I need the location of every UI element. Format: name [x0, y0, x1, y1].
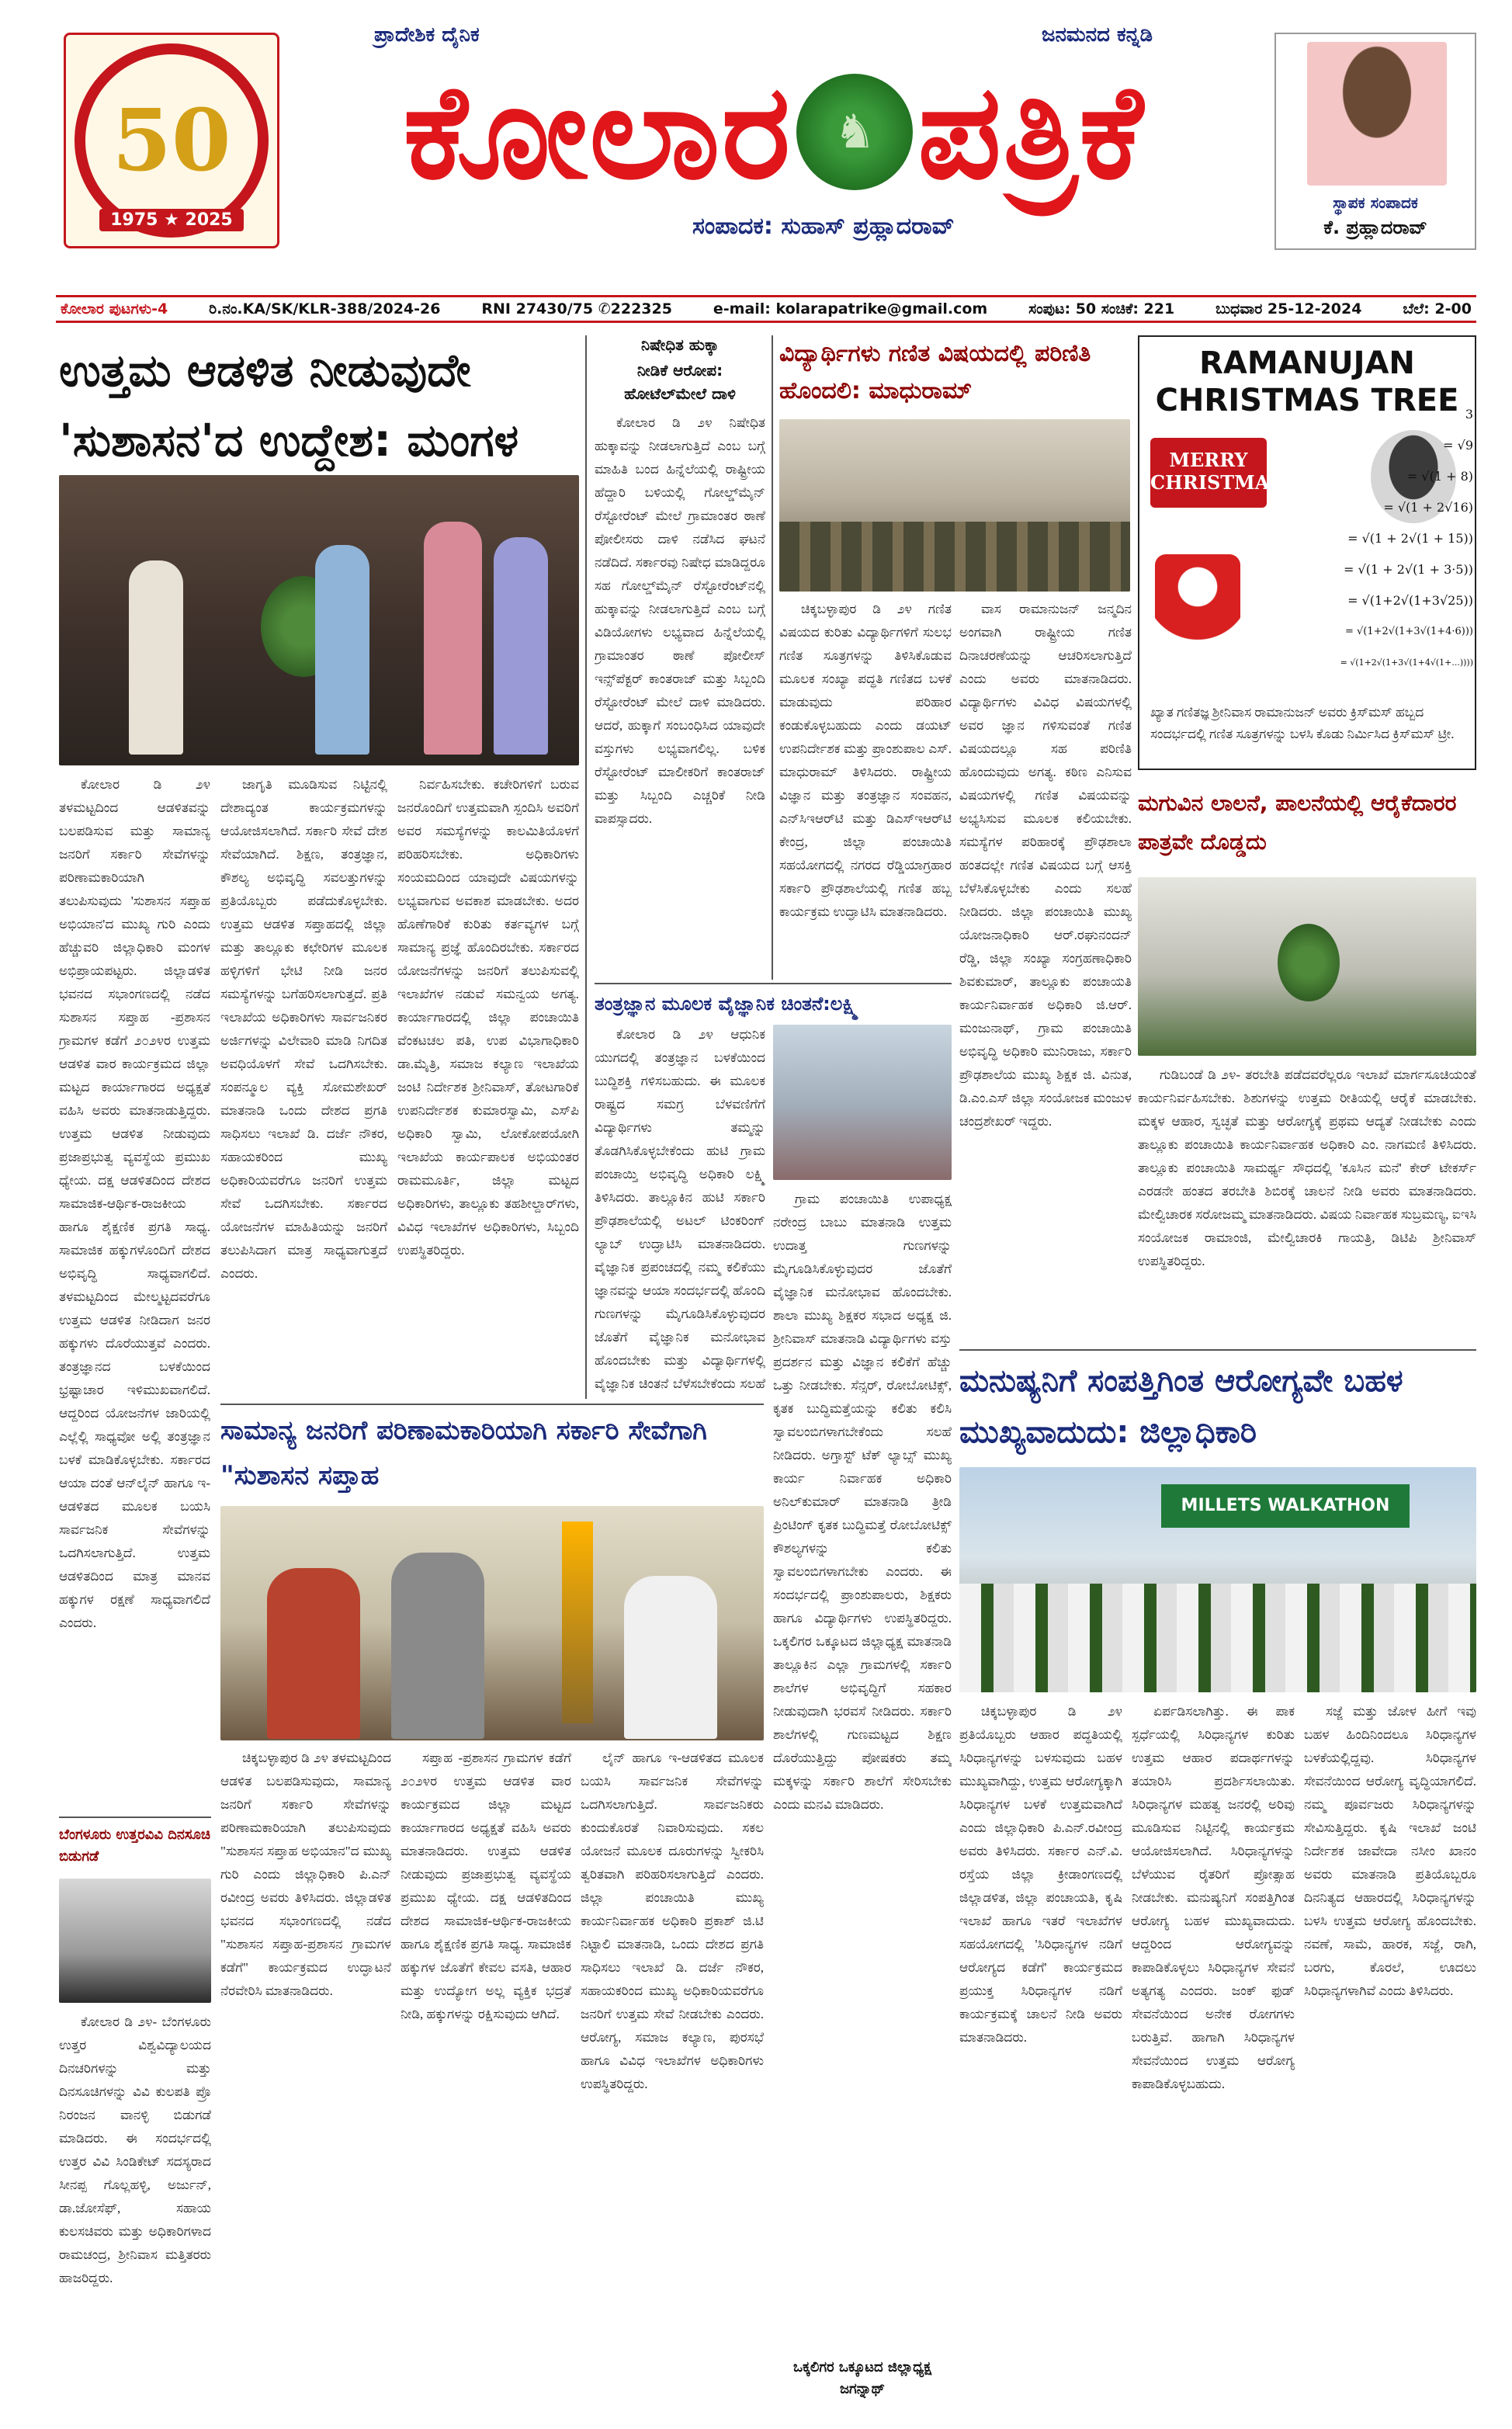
formula-line: = √(1+2√(1+3√(1+4√(1+...)))) [1340, 658, 1473, 668]
health-text-2: ಏರ್ಪಡಿಸಲಾಗಿತ್ತು. ಈ ಪಾಕ ಸ್ಪರ್ಧೆಯಲ್ಲಿ ಸಿರಿಧಾನ್ಯಗಳ ಕುರಿತು ಉತ್ತಮ ಆಹಾರ ಪದಾರ್ಥಗಳನ್ನು ತಯಾರಿಸಿ ಪ್ರದರ್ಶಿಸಲಾಯಿತು. ಸಿರಿಧಾನ್ಯಗಳ ಮಹತ್ವ ಜನರಲ್ಲಿ ಅರಿವು ಮೂಡಿಸುವ ನಿಟ್ಟಿನಲ್ಲಿ ಕಾರ್ಯಕ್ರಮ ಆಯೋಜಿಸಲಾಗಿದೆ. ಸಿರಿಧಾನ್ಯಗಳನ್ನು ಬೆಳೆಯುವ ರೈತರಿಗೆ ಪ್ರೋತ್ಸಾಹ ನೀಡಬೇಕು. ಮನುಷ್ಯನಿಗೆ ಸಂಪತ್ತಿಗಿಂತ ಆರೋಗ್ಯ ಬಹಳ ಮುಖ್ಯವಾದುದು. ಆದ್ದರಿಂದ ಆರೋಗ್ಯವನ್ನು ಕಾಪಾಡಿಕೊಳ್ಳಲು ಸಿರಿಧಾನ್ಯಗಳ ಸೇವನೆ ಅತ್ಯಗತ್ಯ ಎಂದರು. ಜಂಕ್ ಫುಡ್ ಸೇವನೆಯಿಂದ ಅನೇಕ ರೋಗಗಳು ಬರುತ್ತಿವೆ. ಹಾಗಾಗಿ ಸಿರಿಧಾನ್ಯಗಳ ಸೇವನೆಯಿಂದ ಉತ್ತಮ ಆರೋಗ್ಯ ಕಾಪಾಡಿಕೊಳ್ಳಬಹುದು. [1132, 1704, 1295, 2091]
ramanujan-caption: ಖ್ಯಾತ ಗಣಿತಜ್ಞ ಶ್ರೀನಿವಾಸ ರಾಮಾನುಜನ್ ಅವರು ಕ್ರಿಸ್‌ಮಸ್ ಹಬ್ಬದ ಸಂದರ್ಭದಲ್ಲಿ ಗಣಿತ ಸೂತ್ರಗಳನ್ನು ಬಳಸಿ ಕೊಡು ನಿರ್ಮಿಸಿದ ಕ್ರಿಸ್‌ಮಸ್ ಟ್ರೀ. [1150, 705, 1455, 741]
maths-photo [779, 419, 1130, 592]
elephant-emblem-icon: ♞ [796, 74, 913, 190]
science-column-1 [595, 1023, 765, 1399]
science-photo [773, 1025, 952, 1180]
ramanujan-formula [1271, 399, 1473, 678]
info-bar [56, 295, 1476, 323]
sushasana-headline: ಸಾಮಾನ್ಯ ಜನರಿಗೆ ಪರಿಣಾಮಕಾರಿಯಾಗಿ ಸರ್ಕಾರಿ ಸೇವೆಗಾಗಿ "ಸುಶಾಸನ ಸಪ್ತಾಹ [220, 1415, 707, 1491]
editor-credit: ಸಂಪಾದಕ: ಸುಹಾಸ್ ಪ್ರಹ್ಲಾದರಾವ್ [692, 213, 955, 240]
tagline-right: ಜನಮನದ ಕನ್ನಡಿ [1042, 23, 1153, 47]
lead-photo [59, 475, 579, 765]
bengaluru-body [59, 2011, 211, 2383]
maths-column-2 [959, 598, 1132, 1405]
maths-column-1 [779, 598, 952, 978]
founder-title: ಸ್ಥಾಪಕ ಸಂಪಾದಕ [1333, 193, 1418, 212]
anniversary-logo [64, 33, 279, 248]
sushasana-text-4 [59, 1785, 210, 1789]
newspaper-title [289, 54, 1259, 210]
science-text-1: ಕೋಲಾರ ಡಿ ೨೪ ಆಧುನಿಕ ಯುಗದಲ್ಲಿ ತಂತ್ರಜ್ಞಾನ ಬಳಕೆಯಿಂದ ಬುದ್ಧಿಶಕ್ತಿ ಗಳಿಸಬಹುದು. ಈ ಮೂಲಕ ರಾಷ್ಟ್ರದ ಸಮಗ್ರ ಬೆಳವಣಿಗೆಗೆ ವಿದ್ಯಾರ್ಥಿಗಳು ತಮ್ಮನ್ನು ತೊಡಗಿಸಿಕೊಳ್ಳಬೇಕೆಂದು ಹುಟಿ ಗ್ರಾಮ ಪಂಚಾಯ್ತಿ ಅಭಿವೃದ್ಧಿ ಅಧಿಕಾರಿ ಲಕ್ಷ್ಮಿ ತಿಳಿಸಿದರು. ತಾಲ್ಲೂಕಿನ ಹುಟಿ ಸರ್ಕಾರಿ ಪ್ರೌಢಶಾಲೆಯಲ್ಲಿ ಅಟಲ್ ಟಿಂಕರಿಂಗ್ ಲ್ಯಾಬ್ ಉದ್ಘಾಟಿಸಿ ಮಾತನಾಡಿದರು. ವೈಜ್ಞಾನಿಕ ಪ್ರಪಂಚದಲ್ಲಿ ನಮ್ಮ ಕಲಿಕೆಯು ಜ್ಞಾನವನ್ನು ಆಯಾ ಸಂದರ್ಭದಲ್ಲಿ ಹೊಂದಿ ಗುಣಗಳನ್ನು ಮೈಗೂಡಿಸಿಕೊಳ್ಳುವುದರ ಜೊತೆಗೆ ವೈಜ್ಞಾನಿಕ ಮನೋಭಾವ ಹೊಂದಬೇಕು ಮತ್ತು ವಿದ್ಯಾರ್ಥಿಗಳಲ್ಲಿ ವೈಜ್ಞಾನಿಕ ಚಿಂತನೆ ಬೆಳೆಸಬೇಕೆಂದು ಸಲಹೆ [595, 1027, 765, 1391]
hotel-text: ಕೋಲಾರ ಡಿ ೨೪ ನಿಷೇಧಿತ ಹುಕ್ಕಾವನ್ನು ನೀಡಲಾಗುತ್ತಿದೆ ಎಂಬ ಬಗ್ಗೆ ಮಾಹಿತಿ ಬಂದ ಹಿನ್ನೆಲೆಯಲ್ಲಿ ರಾಷ್ಟ್ರೀಯ ಹೆದ್ದಾರಿ ಬಳಿಯಲ್ಲಿ ಗೋಲ್ಡ್‌ಮೈನ್ ರೆಸ್ಟೋರೆಂಟ್ ಮೇಲೆ ಗ್ರಾಮಾಂತರ ಠಾಣೆ ಪೋಲೀಸರು ದಾಳಿ ನಡೆಸಿದ ಘಟನೆ ನಡೆದಿದೆ. ಸರ್ಕಾರವು ನಿಷೇಧ ಮಾಡಿದ್ದರೂ ಸಹ ಗೋಲ್ಡ್‌ಮೈನ್ ರೆಸ್ಟೋರೆಂಟ್‌ನಲ್ಲಿ ಹುಕ್ಕಾವನ್ನು ನೀಡಲಾಗುತ್ತಿದೆ ಎಂಬ ಬಗ್ಗೆ ವಿಡಿಯೋಗಳು ಲಭ್ಯವಾದ ಹಿನ್ನೆಲೆಯಲ್ಲಿ ಗ್ರಾಮಾಂತರ ಠಾಣೆ ಪೋಲೀಸ್ ಇನ್ಸ್‌ಪೆಕ್ಟರ್ ಕಾಂತರಾಜ್ ಮತ್ತು ಸಿಬ್ಬಂದಿ ರೆಸ್ಟೋರೆಂಟ್ ಮೇಲೆ ದಾಳಿ ಮಾಡಿದರು. ಆದರೆ, ಹುಕ್ಕಾಗೆ ಸಂಬಂಧಿಸಿದ ಯಾವುದೇ ವಸ್ತುಗಳು ಲಭ್ಯವಾಗಲಿಲ್ಲ. ಬಳಿಕ ರೆಸ್ಟೋರೆಂಟ್ ಮಾಲೀಕರಿಗೆ ಕಾಂತರಾಜ್ ಮತ್ತು ಸಿಬ್ಬಂದಿ ಎಚ್ಚರಿಕೆ ನೀಡಿ ವಾಪಸ್ಸಾದರು. [595, 415, 765, 826]
lead-column-1 [59, 773, 210, 1779]
health-text-3: ಸಜ್ಜೆ ಮತ್ತು ಜೋಳ ಹೀಗೆ ಇವು ಬಹಳ ಹಿಂದಿನಿಂದಲೂ ಸಿರಿಧಾನ್ಯಗಳ ಬಳಕೆಯಲ್ಲಿದ್ದವು. ಸಿರಿಧಾನ್ಯಗಳ ಸೇವನೆಯಿಂದ ಆರೋಗ್ಯ ವೃದ್ಧಿಯಾಗಲಿದೆ. ನಮ್ಮ ಪೂರ್ವಜರು ಸಿರಿಧಾನ್ಯಗಳನ್ನು ಸೇವಿಸುತ್ತಿದ್ದರು. ಕೃಷಿ ಇಲಾಖೆ ಜಂಟಿ ನಿರ್ದೇಶಕ ಜಾವೇದಾ ನಸೀಂ ಖಾನಂ ಅವರು ಮಾತನಾಡಿ ಪ್ರತಿಯೊಬ್ಬರೂ ದಿನನಿತ್ಯದ ಆಹಾರದಲ್ಲಿ ಸಿರಿಧಾನ್ಯಗಳನ್ನು ಬಳಸಿ ಉತ್ತಮ ಆರೋಗ್ಯ ಹೊಂದಬೇಕು. ನವಣೆ, ಸಾಮೆ, ಹಾರಕ, ಸಜ್ಜೆ, ರಾಗಿ, ಬರಗು, ಕೊರಲೆ, ಊದಲು ಸಿರಿಧಾನ್ಯಗಳಾಗಿವೆ ಎಂದು ತಿಳಿಸಿದರು. [1304, 1704, 1476, 1998]
column-rule [772, 335, 773, 980]
walkers-crowd [959, 1584, 1476, 1692]
section-rule [595, 983, 952, 984]
title-part-2: ಪತ್ರಿಕೆ [917, 56, 1145, 208]
lead-text-1: ಕೋಲಾರ ಡಿ ೨೪ ತಳಮಟ್ಟದಿಂದ ಆಡಳಿತವನ್ನು ಬಲಪಡಿಸುವ ಮತ್ತು ಸಾಮಾನ್ಯ ಜನರಿಗೆ ಸರ್ಕಾರಿ ಸೇವೆಗಳನ್ನು ಪರಿಣಾಮಕಾರಿಯಾಗಿ ತಲುಪಿಸುವುದು 'ಸುಶಾಸನ ಸಪ್ತಾಹ ಅಭಿಯಾನ'ದ ಮುಖ್ಯ ಗುರಿ ಎಂದು ಹೆಚ್ಚುವರಿ ಜಿಲ್ಲಾಧಿಕಾರಿ ಮಂಗಳ ಅಭಿಪ್ರಾಯಪಟ್ಟರು. ಜಿಲ್ಲಾಡಳಿತ ಭವನದ ಸಭಾಂಗಣದಲ್ಲಿ ನಡೆದ ಸುಶಾಸನ ಸಪ್ತಾಹ -ಪ್ರಶಾಸನ ಗ್ರಾಮಗಳ ಕಡೆಗೆ ೨೦೨೪ರ ಉತ್ತಮ ಆಡಳಿತ ವಾರ ಕಾರ್ಯಕ್ರಮದ ಜಿಲ್ಲಾ ಮಟ್ಟದ ಕಾರ್ಯಾಗಾರದ ಅಧ್ಯಕ್ಷತೆ ವಹಿಸಿ ಅವರು ಮಾತನಾಡುತ್ತಿದ್ದರು. ಉತ್ತಮ ಆಡಳಿತ ನೀಡುವುದು ಪ್ರಜಾಪ್ರಭುತ್ವ ವ್ಯವಸ್ಥೆಯ ಪ್ರಮುಖ ಧ್ಯೇಯ. ದಕ್ಷ ಆಡಳಿತದಿಂದ ದೇಶದ ಸಾಮಾಜಿಕ-ಆರ್ಥಿಕ-ರಾಜಕೀಯ ಹಾಗೂ ಶೈಕ್ಷಣಿಕ ಪ್ರಗತಿ ಸಾಧ್ಯ. ಸಾಮಾಜಿಕ ಹಕ್ಕುಗಳೊಂದಿಗೆ ದೇಶದ ಅಭಿವೃದ್ಧಿ ಸಾಧ್ಯವಾಗಲಿದೆ. ತಳಮಟ್ಟದಿಂದ ಮೇಲ್ಮಟ್ಟದವರೆಗೂ ಉತ್ತಮ ಆಡಳಿತ ನೀಡಿದಾಗ ಜನರ ಹಕ್ಕುಗಳು ದೊರೆಯುತ್ತವೆ ಎಂದರು. ತಂತ್ರಜ್ಞಾನದ ಬಳಕೆಯಿಂದ ಭ್ರಷ್ಟಾಚಾರ ಇಳಿಮುಖವಾಗಲಿದೆ. ಆದ್ದರಿಂದ ಯೋಜನೆಗಳ ಜಾರಿಯಲ್ಲಿ ಎಲ್ಲೆಲ್ಲಿ ಸಾಧ್ಯವೋ ಅಲ್ಲಿ ತಂತ್ರಜ್ಞಾನ ಬಳಕೆ ಮಾಡಿಕೊಳ್ಳಬೇಕು. ಸರ್ಕಾರದ ಆಯಾ ದಂತೆ ಆನ್‌ಲೈನ್ ಹಾಗೂ ಇ-ಆಡಳಿತದ ಮೂಲಕ ಬಯಸಿ ಸಾರ್ವಜನಿಕ ಸೇವೆಗಳನ್ನು ಒದಗಿಸಲಾಗುತ್ತಿದೆ. ಉತ್ತಮ ಆಡಳಿತದಿಂದ ಮಾತ್ರ ಮಾನವ ಹಕ್ಕುಗಳ ರಕ್ಷಣೆ ಸಾಧ್ಯವಾಗಲಿದೆ ಎಂದರು. [59, 777, 210, 1630]
ramanujan-title: RAMANUJAN CHRISTMAS TREE [1155, 345, 1459, 418]
anniversary-years: 1975 ★ 2025 [99, 209, 244, 231]
column-rule [585, 335, 587, 1399]
hotel-headline: ನೀಡಿಕೆ ಆರೋಪ: ಹೋಟೆಲ್‌ಮೇಲೆ ದಾಳಿ [624, 361, 736, 403]
santa-icon [1155, 554, 1240, 663]
anniversary-ring [75, 43, 269, 238]
childcare-photo [1138, 877, 1476, 1056]
person-figure [129, 560, 183, 755]
person-figure [624, 1576, 717, 1739]
bengaluru-headline: ಬೆಂಗಳೂರು ಉತ್ತರವಿವಿ ದಿನಸೂಚಿ ಬಿಡುಗಡೆ [59, 1827, 211, 1865]
lamp-stand [562, 1522, 593, 1723]
hotel-body [595, 411, 765, 978]
person-figure [391, 1553, 484, 1739]
health-text-1: ಚಿಕ್ಕಬಳ್ಳಾಪುರ ಡಿ ೨೪ ಪ್ರತಿಯೊಬ್ಬರು ಆಹಾರ ಪದ್ಧತಿಯಲ್ಲಿ ಸಿರಿಧಾನ್ಯಗಳನ್ನು ಬಳಸುವುದು ಬಹಳ ಮುಖ್ಯವಾಗಿದ್ದು, ಉತ್ತಮ ಆರೋಗ್ಯಕ್ಕಾಗಿ ಸಿರಿಧಾನ್ಯಗಳ ಬಳಕೆ ಉತ್ತಮವಾಗಿದೆ ಎಂದು ಜಿಲ್ಲಾಧಿಕಾರಿ ಪಿ.ಎನ್.ರವೀಂದ್ರ ಅವರು ತಿಳಿಸಿದರು. ಸರ್ಕಾರ ಎನ್.ವಿ. ರಸ್ತೆಯ ಜಿಲ್ಲಾ ಕ್ರೀಡಾಂಗಣದಲ್ಲಿ ಜಿಲ್ಲಾಡಳಿತ, ಜಿಲ್ಲಾ ಪಂಚಾಯತಿ, ಕೃಷಿ ಇಲಾಖೆ ಹಾಗೂ ಇತರೆ ಇಲಾಖೆಗಳ ಸಹಯೋಗದಲ್ಲಿ 'ಸಿರಿಧಾನ್ಯಗಳ ನಡಿಗೆ ಆರೋಗ್ಯದ ಕಡೆಗೆ' ಕಾರ್ಯಕ್ರಮದ ಪ್ರಯುಕ್ತ ಸಿರಿಧಾನ್ಯಗಳ ನಡಿಗೆ ಕಾರ್ಯಕ್ರಮಕ್ಕೆ ಚಾಲನೆ ನೀಡಿ ಅವರು ಮಾತನಾಡಿದರು. [959, 1704, 1122, 2045]
ramanujan-box [1138, 335, 1476, 770]
health-column-3 [1304, 1700, 1476, 2383]
section-rule [220, 1404, 764, 1405]
price: ಬೆಲೆ: 2-00 [1403, 300, 1472, 318]
merry-christmas-badge: MERRY CHRISTMAS [1150, 438, 1267, 508]
plant-pot [1278, 924, 1340, 1001]
formula-line: = √(1 + 2√(1 + 15)) [1347, 531, 1473, 546]
health-photo [959, 1467, 1476, 1692]
childcare-text: ಗುಡಿಬಂಡೆ ಡಿ ೨೪- ತರಬೇತಿ ಪಡೆದವರೆಲ್ಲರೂ ಇಲಾಖೆ ಮಾರ್ಗಸೂಚಿಯಂತೆ ಕಾರ್ಯನಿರ್ವಹಿಸಬೇಕು. ಶಿಶುಗಳನ್ನು ಉತ್ತಮ ರೀತಿಯಲ್ಲಿ ಆರೈಕೆ ಮಾಡಬೇಕು. ಮಕ್ಕಳ ಆಹಾರ, ಸ್ವಚ್ಛತೆ ಮತ್ತು ಆರೋಗ್ಯಕ್ಕೆ ಪ್ರಥಮ ಆದ್ಯತೆ ನೀಡಬೇಕು ಎಂದು ತಾಲ್ಲೂಕು ಪಂಚಾಯಿತಿ ಕಾರ್ಯನಿರ್ವಾಹಕ ಅಧಿಕಾರಿ ಎಂ. ನಾಗಮಣಿ ತಿಳಿಸಿದರು. ತಾಲ್ಲೂಕು ಪಂಚಾಯಿತಿ ಸಾಮರ್ಥ್ಯ ಸೌಧದಲ್ಲಿ 'ಕೂಸಿನ ಮನೆ' ಕೇರ್ ಟೇಕರ್ಸ್ ಎರಡನೇ ಹಂತದ ತರಬೇತಿ ಶಿಬಿರಕ್ಕೆ ಚಾಲನೆ ನೀಡಿ ಅವರು ಮಾತನಾಡಿದರು. ಮೇಲ್ವಿಚಾರಕ ಸರೋಜಮ್ಮ ಮಾತನಾಡಿದರು. ವಿಷಯ ನಿರ್ವಾಹಕ ಸುಬ್ರಮಣ್ಯ, ಐಇಸಿ ಸಂಯೋಜಕ ರಾಮಾಂಜಿ, ಮೇಲ್ವಿಚಾರಕಿ ಗಾಯತ್ರಿ, ಡಿಟಿಪಿ ಶ್ರೀನಿವಾಸ್ ಉಪಸ್ಥಿತರಿದ್ದರು. [1138, 1067, 1476, 1268]
bengaluru-text: ಕೋಲಾರ ಡಿ ೨೪- ಬೆಂಗಳೂರು ಉತ್ತರ ವಿಶ್ವವಿದ್ಯಾಲಯದ ದಿನಚರಿಗಳನ್ನು ಮತ್ತು ದಿನಸೂಚಿಗಳನ್ನು ವಿವಿ ಕುಲಪತಿ ಪ್ರೊ ನಿರಂಜನ ವಾನಳ್ಳಿ ಬಿಡುಗಡೆ ಮಾಡಿದರು. ಈ ಸಂದರ್ಭದಲ್ಲಿ ಉತ್ತರ ವಿವಿ ಸಿಂಡಿಕೇಟ್ ಸದಸ್ಯರಾದ ಸೀನಪ್ಪ ಗೊಲ್ಲಹಳ್ಳಿ, ಅರ್ಜುನ್, ಡಾ.ಜೋಸೆಫ್, ಸಹಾಯ ಕುಲಸಚಿವರು ಮತ್ತು ಅಧಿಕಾರಿಗಳಾದ ರಾಮಚಂದ್ರ, ಶ್ರೀನಿವಾಸ ಮತ್ತಿತರರು ಹಾಜರಿದ್ದರು. [59, 2014, 211, 2285]
sushasana-column-2 [401, 1747, 571, 2383]
person-figure [494, 537, 548, 755]
issue-date: ಬುಧವಾರ 25-12-2024 [1215, 300, 1362, 318]
science-column-2 [773, 1188, 952, 2352]
founder-box [1274, 33, 1476, 250]
sushasana-column-4 [59, 1785, 210, 1789]
maths-text-2: ವಾಸ ರಾಮಾನುಜನ್ ಜನ್ಮದಿನ ಅಂಗವಾಗಿ ರಾಷ್ಟ್ರೀಯ ಗಣಿತ ದಿನಾಚರಣೆಯನ್ನು ಆಚರಿಸಲಾಗುತ್ತಿದೆ ಎಂದು ಅವರು ಮಾತನಾಡಿದರು. ವಿದ್ಯಾರ್ಥಿಗಳು ವಿವಿಧ ವಿಷಯಗಳಲ್ಲಿ ಅವರ ಜ್ಞಾನ ಗಳಿಸುವಂತೆ ಗಣಿತ ವಿಷಯದಲ್ಲೂ ಸಹ ಪರಿಣಿತಿ ಹೊಂದುವುದು ಅಗತ್ಯ. ಕಠಿಣ ಎನಿಸುವ ವಿಷಯಗಳಲ್ಲಿ ಗಣಿತ ವಿಷಯವನ್ನು ಅಭ್ಯಸಿಸುವ ಮೂಲಕ ಕಲಿಯಬೇಕು. ಸಮಸ್ಯೆಗಳ ಪರಿಹಾರಕ್ಕೆ ಪ್ರೌಢಶಾಲಾ ಹಂತದಲ್ಲೇ ಗಣಿತ ವಿಷಯದ ಬಗ್ಗೆ ಆಸಕ್ತಿ ಬೆಳೆಸಿಕೊಳ್ಳಬೇಕು ಎಂದು ಸಲಹೆ ನೀಡಿದರು. ಜಿಲ್ಲಾ ಪಂಚಾಯಿತಿ ಮುಖ್ಯ ಯೋಜನಾಧಿಕಾರಿ ಆರ್.ರಘುನಂದನ್ ರೆಡ್ಡಿ, ಜಿಲ್ಲಾ ಸಂಖ್ಯಾ ಸಂಗ್ರಹಣಾಧಿಕಾರಿ ಶಿವಕುಮಾರ್, ತಾಲ್ಲೂಕು ಪಂಚಾಯತಿ ಕಾರ್ಯನಿರ್ವಾಹಕ ಅಧಿಕಾರಿ ಜಿ.ಆರ್. ಮಂಜುನಾಥ್, ಗ್ರಾಮ ಪಂಚಾಯಿತಿ ಅಭಿವೃದ್ಧಿ ಅಧಿಕಾರಿ ಮುನಿರಾಜು, ಸರ್ಕಾರಿ ಪ್ರೌಢಶಾಲೆಯ ಮುಖ್ಯ ಶಿಕ್ಷಕ ಜಿ. ವಿನುತ, ಡಿ.ಎಂ.ಎಸ್ ಜಿಲ್ಲಾ ಸಂಯೋಜಕ ಮಂಜುಳ ಚಂದ್ರಶೇಖರ್ ಇದ್ದರು. [959, 602, 1132, 1129]
formula-line: = √(1+2√(1+3√(1+4·6))) [1344, 626, 1473, 637]
students-crowd [779, 522, 1130, 592]
health-column-2 [1132, 1700, 1295, 2383]
masthead [56, 23, 1476, 256]
science-footer: ಒಕ್ಕಲಿಗರ ಒಕ್ಕೂಟದ ಜಿಲ್ಲಾಧ್ಯಕ್ಷ ಜಗನ್ನಾಥ್ [792, 2359, 932, 2397]
anniversary-number: 50 [112, 90, 231, 190]
bengaluru-photo [59, 1879, 211, 2003]
childcare-headline: ಮಗುವಿನ ಲಾಲನೆ, ಪಾಲನೆಯಲ್ಲಿ ಆರೈಕೆದಾರರ ಪಾತ್ರವೇ ದೊಡ್ಡದು [1138, 790, 1457, 855]
science-text-2: ಗ್ರಾಮ ಪಂಚಾಯಿತಿ ಉಪಾಧ್ಯಕ್ಷ ನರೇಂದ್ರ ಬಾಬು ಮಾತನಾಡಿ ಉತ್ತಮ ಉದಾತ್ತ ಗುಣಗಳನ್ನು ಮೈಗೂಡಿಸಿಕೊಳ್ಳುವುದರ ಜೊತೆಗೆ ವೈಜ್ಞಾನಿಕ ಮನೋಭಾವ ಹೊಂದಬೇಕು. ಶಾಲಾ ಮುಖ್ಯ ಶಿಕ್ಷಕರ ಸಭಾದ ಅಧ್ಯಕ್ಷ ಜಿ. ಶ್ರೀನಿವಾಸ್ ಮಾತನಾಡಿ ವಿದ್ಯಾರ್ಥಿಗಳು ವಸ್ತು ಪ್ರದರ್ಶನ ಮತ್ತು ವಿಜ್ಞಾನ ಕಲಿಕೆಗೆ ಹೆಚ್ಚು ಒತ್ತು ನೀಡಬೇಕು. ಸೆನ್ಸರ್, ರೋಬೋಟಿಕ್ಸ್, ಕೃತಕ ಬುದ್ಧಿಮತ್ತೆಯನ್ನು ಕಲಿತು ಕಲಿಸಿ ಸ್ವಾವಲಂಬಿಗಳಾಗಬೇಕೆಂದು ಸಲಹೆ ನೀಡಿದರು. ಅಗ್ತಾಸ್ಟ್ ಟೆಕ್ ಲ್ಯಾಬ್ಸ್ ಮುಖ್ಯ ಕಾರ್ಯ ನಿರ್ವಾಹಕ ಅಧಿಕಾರಿ ಅನಿಲ್‌ಕುಮಾರ್ ಮಾತನಾಡಿ ತ್ರೀಡಿ ಪ್ರಿಂಟಿಂಗ್ ಕೃತಕ ಬುದ್ಧಿಮತ್ತೆ ರೋಬೋಟಿಕ್ಸ್ ಕೌಶಲ್ಯಗಳನ್ನು ಕಲಿತು ಸ್ವಾವಲಂಬಿಗಳಾಗಬೇಕು ಎಂದರು. ಈ ಸಂದರ್ಭದಲ್ಲಿ ಪ್ರಾಂಶುಪಾಲರು, ಶಿಕ್ಷಕರು ಹಾಗೂ ವಿದ್ಯಾರ್ಥಿಗಳು ಉಪಸ್ಥಿತರಿದ್ದರು. ಒಕ್ಕಲಿಗರ ಒಕ್ಕೂಟದ ಜಿಲ್ಲಾಧ್ಯಕ್ಷ ಮಾತನಾಡಿ ತಾಲ್ಲೂಕಿನ ಎಲ್ಲಾ ಗ್ರಾಮಗಳಲ್ಲಿ ಸರ್ಕಾರಿ ಶಾಲೆಗಳ ಅಭಿವೃದ್ಧಿಗೆ ಸಹಕಾರ ನೀಡುವುದಾಗಿ ಭರವಸೆ ನೀಡಿದರು. ಸರ್ಕಾರಿ ಶಾಲೆಗಳಲ್ಲಿ ಗುಣಮಟ್ಟದ ಶಿಕ್ಷಣ ದೊರೆಯುತ್ತಿದ್ದು ಪೋಷಕರು ತಮ್ಮ ಮಕ್ಕಳನ್ನು ಸರ್ಕಾರಿ ಶಾಲೆಗೆ ಸೇರಿಸಬೇಕು ಎಂದು ಮನವಿ ಮಾಡಿದರು. [773, 1192, 952, 1812]
maths-headline: ವಿದ್ಯಾರ್ಥಿಗಳು ಗಣಿತ ವಿಷಯದಲ್ಲಿ ಪರಿಣಿತಿ ಹೊಂದಲಿ: ಮಾಧುರಾಮ್ [779, 340, 1091, 404]
maths-text-1: ಚಿಕ್ಕಬಳ್ಳಾಪುರ ಡಿ ೨೪ ಗಣಿತ ವಿಷಯದ ಕುರಿತು ವಿದ್ಯಾರ್ಥಿಗಳಿಗೆ ಸುಲಭ ಗಣಿತ ಸೂತ್ರಗಳನ್ನು ತಿಳಿಸಿಕೊಡುವ ಮೂಲಕ ಸಂಖ್ಯಾ ಪದ್ಧತಿ ಗಣಿತದ ಬಳಕೆ ಮಾಡುವುದು ಪರಿಹಾರ ಕಂಡುಕೊಳ್ಳಬಹುದು ಎಂದು ಡಯಟ್ ಉಪನಿರ್ದೇಶಕ ಮತ್ತು ಪ್ರಾಂಶುಪಾಲ ಎಸ್. ಮಾಧುರಾಮ್ ತಿಳಿಸಿದರು. ರಾಷ್ಟ್ರೀಯ ವಿಜ್ಞಾನ ಮತ್ತು ತಂತ್ರಜ್ಞಾನ ಸಂವಹನ, ಎನ್‌ಸಿಇಆರ್‌ಟಿ ಮತ್ತು ಡಿಎಸ್‌ಇಆರ್‌ಟಿ ಕೇಂದ್ರ, ಜಿಲ್ಲಾ ಪಂಚಾಯಿತಿ ಸಹಯೋಗದಲ್ಲಿ ನಗರದ ರೆಡ್ಡಿಯಾಗ್ರಹಾರ ಸರ್ಕಾರಿ ಪ್ರೌಢಶಾಲೆಯಲ್ಲಿ ಗಣಿತ ಹಬ್ಬ ಕಾರ್ಯಕ್ರಮ ಉದ್ಘಾಟಿಸಿ ಮಾತನಾಡಿದರು. [779, 602, 952, 919]
formula-line: = √(1 + 2√(1 + 3·5)) [1344, 562, 1473, 577]
section-rule [959, 1349, 1476, 1351]
page-count: ಕೋಲಾರ ಪುಟಗಳು-4 [61, 300, 168, 318]
health-headline: ಮನುಷ್ಯನಿಗೆ ಸಂಪತ್ತಿಗಿಂತ ಆರೋಗ್ಯವೇ ಬಹಳ ಮುಖ್ಯವಾದುದು: ಜಿಲ್ಲಾಧಿಕಾರಿ [959, 1363, 1403, 1450]
founder-photo [1307, 42, 1447, 186]
walkathon-banner: MILLETS WALKATHON [1161, 1484, 1410, 1528]
hotel-kicker: ನಿಷೇಧಿತ ಹುಕ್ಕಾ [641, 335, 719, 354]
health-column-1 [959, 1700, 1122, 2383]
sushasana-column-3 [581, 1747, 764, 2383]
formula-line: = √(1 + 8) [1406, 469, 1473, 484]
sushasana-column-1 [220, 1747, 391, 2181]
email-address: e-mail: kolarapatrike@gmail.com [713, 300, 988, 318]
lead-column-3 [397, 773, 579, 1399]
person-figure [424, 522, 482, 755]
formula-line: 3 [1465, 407, 1473, 422]
formula-line: = √(1+2√(1+3√25)) [1347, 593, 1473, 608]
sushasana-text-3: ಲೈನ್ ಹಾಗೂ ಇ-ಆಡಳಿತದ ಮೂಲಕ ಬಯಸಿ ಸಾರ್ವಜನಿಕ ಸೇವೆಗಳನ್ನು ಒದಗಿಸಲಾಗುತ್ತಿದೆ. ಸಾರ್ವಜನಿಕರು ಕುಂದುಕೊರತೆ ನಿವಾರಿಸುವುದು. ಸಕಲ ಯೋಜನೆ ಮೂಲಕ ದೂರುಗಳನ್ನು ಸ್ವೀಕರಿಸಿ ತ್ವರಿತವಾಗಿ ಪರಿಹರಿಸಲಾಗುತ್ತಿದೆ ಎಂದರು. ಜಿಲ್ಲಾ ಪಂಚಾಯಿತಿ ಮುಖ್ಯ ಕಾರ್ಯನಿರ್ವಾಹಕ ಅಧಿಕಾರಿ ಪ್ರಕಾಶ್ ಜಿ.ಟಿ ನಿಟ್ಟಾಲಿ ಮಾತನಾಡಿ, ಒಂದು ದೇಶದ ಪ್ರಗತಿ ಸಾಧಿಸಲು ಇಲಾಖೆ ಡಿ. ದರ್ಜೆ ನೌಕರ, ಸಹಾಯಕರಿಂದ ಮುಖ್ಯ ಅಧಿಕಾರಿಯವರೆಗೂ ಜನರಿಗೆ ಉತ್ತಮ ಸೇವೆ ನೀಡಬೇಕು ಎಂದರು. ಆರೋಗ್ಯ, ಸಮಾಜ ಕಲ್ಯಾಣ, ಪುರಸಭೆ ಹಾಗೂ ವಿವಿಧ ಇಲಾಖೆಗಳ ಅಧಿಕಾರಿಗಳು ಉಪಸ್ಥಿತರಿದ್ದರು. [581, 1751, 764, 2091]
person-figure [267, 1568, 360, 1739]
formula-line: = √(1 + 2√16) [1383, 500, 1473, 515]
science-headline: ತಂತ್ರಜ್ಞಾನ ಮೂಲಕ ವೈಜ್ಞಾನಿಕ ಚಿಂತನೆ:ಲಕ್ಷ್ಮಿ [595, 993, 858, 1015]
lead-text-2: ಜಾಗೃತಿ ಮೂಡಿಸುವ ನಿಟ್ಟಿನಲ್ಲಿ ದೇಶಾದ್ಯಂತ ಕಾರ್ಯಕ್ರಮಗಳನ್ನು ಆಯೋಜಿಸಲಾಗಿದೆ. ಸರ್ಕಾರಿ ಸೇವೆ ದೇಶ ಸೇವೆಯಾಗಿದೆ. ಶಿಕ್ಷಣ, ತಂತ್ರಜ್ಞಾನ, ಕೌಶಲ್ಯ ಅಭಿವೃದ್ಧಿ ಸವಲತ್ತುಗಳನ್ನು ಪ್ರತಿಯೊಬ್ಬರು ಪಡೆದುಕೊಳ್ಳಬೇಕು. ಉತ್ತಮ ಆಡಳಿತ ಸಪ್ತಾಹದಲ್ಲಿ ಜಿಲ್ಲಾ ಮತ್ತು ತಾಲ್ಲೂಕು ಕಛೇರಿಗಳ ಮೂಲಕ ಹಳ್ಳಿಗಳಿಗೆ ಭೇಟಿ ನೀಡಿ ಜನರ ಸಮಸ್ಯೆಗಳನ್ನು ಬಗೆಹರಿಸಲಾಗುತ್ತದೆ. ಪ್ರತಿ ಇಲಾಖೆಯ ಅಧಿಕಾರಿಗಳು ಸಾರ್ವಜನಿಕರ ಅರ್ಜಿಗಳನ್ನು ವಿಲೇವಾರಿ ಮಾಡಿ ನಿಗದಿತ ಅವಧಿಯೊಳಗೆ ಸೇವೆ ಒದಗಿಸಬೇಕು. ಸಂಪನ್ಮೂಲ ವ್ಯಕ್ತಿ ಸೋಮಶೇಖರ್ ಮಾತನಾಡಿ ಒಂದು ದೇಶದ ಪ್ರಗತಿ ಸಾಧಿಸಲು ಇಲಾಖೆ ಡಿ. ದರ್ಜೆ ನೌಕರ, ಸಹಾಯಕರಿಂದ ಮುಖ್ಯ ಅಧಿಕಾರಿಯವರೆಗೂ ಜನರಿಗೆ ಉತ್ತಮ ಸೇವೆ ಒದಗಿಸಬೇಕು. ಸರ್ಕಾರದ ಯೋಜನೆಗಳ ಮಾಹಿತಿಯನ್ನು ಜನರಿಗೆ ತಲುಪಿಸಿದಾಗ ಮಾತ್ರ ಸಾಧ್ಯವಾಗುತ್ತದೆ ಎಂದರು. [220, 777, 387, 1281]
lead-headline: ಉತ್ತಮ ಆಡಳಿತ ನೀಡುವುದೇ 'ಸುಶಾಸನ'ದ ಉದ್ದೇಶ: ಮಂಗಳ [59, 344, 519, 467]
registration-number: ರಿ.ನಂ.KA/SK/KLR-388/2024-26 [209, 300, 441, 318]
tagline-left: ಪ್ರಾದೇಶಿಕ ದೈನಿಕ [374, 23, 480, 47]
lead-text-3: ನಿರ್ವಹಿಸಬೇಕು. ಕಚೇರಿಗಳಿಗೆ ಬರುವ ಜನರೊಂದಿಗೆ ಉತ್ತಮವಾಗಿ ಸ್ಪಂದಿಸಿ ಅವರಿಗೆ ಅವರ ಸಮಸ್ಯೆಗಳನ್ನು ಕಾಲಮಿತಿಯೊಳಗೆ ಪರಿಹರಿಸಬೇಕು. ಅಧಿಕಾರಿಗಳು ಸಂಯಮದಿಂದ ಯಾವುದೇ ವಿಷಯಗಳನ್ನು ಲಭ್ಯವಾಗುವ ಅವಕಾಶ ಮಾಡಬೇಕು. ಅದರ ಹೊಣೆಗಾರಿಕೆ ಕುರಿತು ಕರ್ತವ್ಯಗಳ ಬಗ್ಗೆ ಸಾಮಾನ್ಯ ಪ್ರಜ್ಞೆ ಹೊಂದಿರಬೇಕು. ಸರ್ಕಾರದ ಯೋಜನೆಗಳನ್ನು ಜನರಿಗೆ ತಲುಪಿಸುವಲ್ಲಿ ಇಲಾಖೆಗಳ ನಡುವೆ ಸಮನ್ವಯ ಅಗತ್ಯ. ಕಾರ್ಯಾಗಾರದಲ್ಲಿ ಜಿಲ್ಲಾ ಪಂಚಾಯಿತಿ ವೆಂಕಟಚಲ ಪತಿ, ಉಪ ವಿಭಾಗಾಧಿಕಾರಿ ಡಾ.ಮೈತ್ರಿ, ಸಮಾಜ ಕಲ್ಯಾಣ ಇಲಾಖೆಯ ಜಂಟಿ ನಿರ್ದೇಶಕ ಶ್ರೀನಿವಾಸ್, ತೋಟಗಾರಿಕೆ ಉಪನಿರ್ದೇಶಕ ಕುಮಾರಸ್ವಾಮಿ, ಎಸ್‌ಪಿ ಅಧಿಕಾರಿ ಸ್ವಾಮಿ, ಲೋಕೋಪಯೋಗಿ ಇಲಾಖೆಯ ಕಾರ್ಯಪಾಲಕ ಅಭಿಯಂತರ ರಾಮಮೂರ್ತಿ, ಜಿಲ್ಲಾ ಮಟ್ಟದ ಅಧಿಕಾರಿಗಳು, ತಾಲ್ಲೂಕು ತಹಶೀಲ್ದಾರ್‌ಗಳು, ವಿವಿಧ ಇಲಾಖೆಗಳ ಅಧಿಕಾರಿಗಳು, ಸಿಬ್ಬಂದಿ ಉಪಸ್ಥಿತರಿದ್ದರು. [397, 777, 579, 1258]
lead-column-2 [220, 773, 387, 1399]
sushasana-text-1: ಚಿಕ್ಕಬಳ್ಳಾಪುರ ಡಿ ೨೪ ತಳಮಟ್ಟದಿಂದ ಆಡಳಿತ ಬಲಪಡಿಸುವುದು, ಸಾಮಾನ್ಯ ಜನರಿಗೆ ಸರ್ಕಾರಿ ಸೇವೆಗಳನ್ನು ಪರಿಣಾಮಕಾರಿಯಾಗಿ ತಲುಪಿಸುವುದು "ಸುಶಾಸನ ಸಪ್ತಾಹ ಅಭಿಯಾನ"ದ ಮುಖ್ಯ ಗುರಿ ಎಂದು ಜಿಲ್ಲಾಧಿಕಾರಿ ಪಿ.ಎನ್ ರವೀಂದ್ರ ಅವರು ತಿಳಿಸಿದರು. ಜಿಲ್ಲಾಡಳಿತ ಭವನದ ಸಭಾಂಗಣದಲ್ಲಿ ನಡೆದ "ಸುಶಾಸನ ಸಪ್ತಾಹ-ಪ್ರಶಾಸನ ಗ್ರಾಮಗಳ ಕಡೆಗೆ" ಕಾರ್ಯಕ್ರಮದ ಉದ್ಘಾಟನೆ ನೆರವೇರಿಸಿ ಮಾತನಾಡಿದರು. [220, 1751, 391, 1998]
rni-number: RNI 27430/75 ✆222325 [481, 300, 672, 318]
title-part-1: ಕೋಲಾರ [403, 56, 792, 208]
formula-line: = √9 [1443, 438, 1473, 453]
sushasana-photo [220, 1506, 764, 1740]
childcare-body [1138, 1064, 1476, 1343]
issue-number: ಸಂಪುಟ: 50 ಸಂಚಿಕೆ: 221 [1028, 300, 1175, 318]
section-rule [59, 1817, 211, 1818]
founder-name: ಕೆ. ಪ್ರಹ್ಲಾದರಾವ್ [1323, 217, 1427, 238]
person-figure [315, 545, 369, 755]
sushasana-text-2: ಸಪ್ತಾಹ -ಪ್ರಶಾಸನ ಗ್ರಾಮಗಳ ಕಡೆಗೆ ೨೦೨೪ರ ಉತ್ತಮ ಆಡಳಿತ ವಾರ ಕಾರ್ಯಕ್ರಮದ ಜಿಲ್ಲಾ ಮಟ್ಟದ ಕಾರ್ಯಾಗಾರದ ಅಧ್ಯಕ್ಷತೆ ವಹಿಸಿ ಅವರು ಮಾತನಾಡಿದರು. ಉತ್ತಮ ಆಡಳಿತ ನೀಡುವುದು ಪ್ರಜಾಪ್ರಭುತ್ವ ವ್ಯವಸ್ಥೆಯ ಪ್ರಮುಖ ಧ್ಯೇಯ. ದಕ್ಷ ಆಡಳಿತದಿಂದ ದೇಶದ ಸಾಮಾಜಿಕ-ಆರ್ಥಿಕ-ರಾಜಕೀಯ ಹಾಗೂ ಶೈಕ್ಷಣಿಕ ಪ್ರಗತಿ ಸಾಧ್ಯ. ಸಾಮಾಜಿಕ ಹಕ್ಕುಗಳ ಜೊತೆಗೆ ಕೇವಲ ವಸತಿ, ಆಹಾರ ಮತ್ತು ಉದ್ಯೋಗ ಅಲ್ಲ ವ್ಯಕ್ತಿಕ ಭದ್ರತೆ ನೀಡಿ, ಹಕ್ಕುಗಳನ್ನು ರಕ್ಷಿಸುವುದು ಆಗಿದೆ. [401, 1751, 571, 2021]
